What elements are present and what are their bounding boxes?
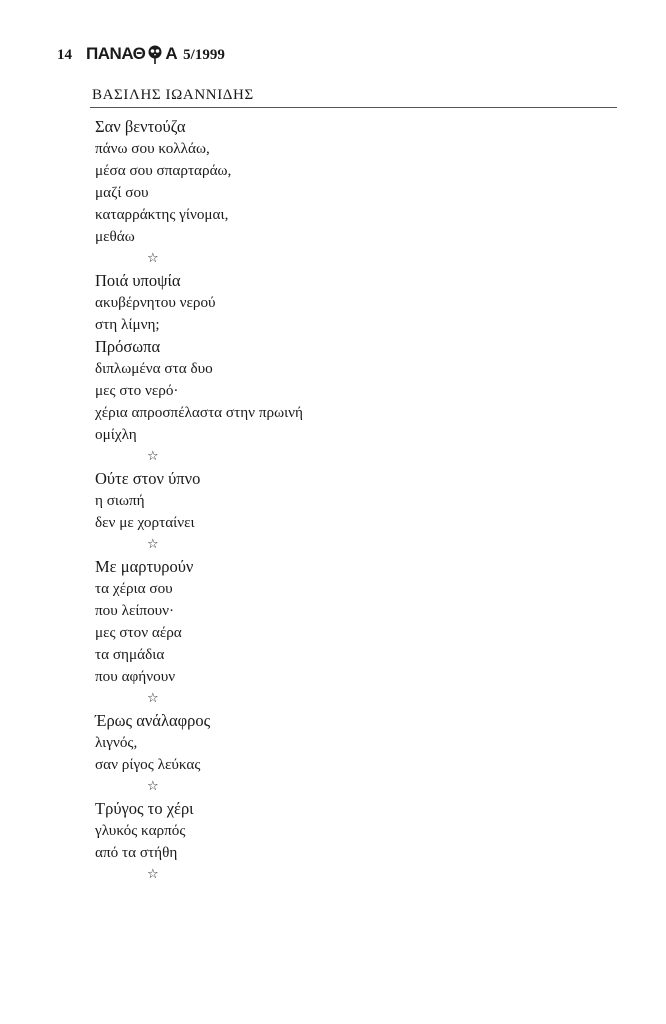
poem-line: Τρύγος το χέρι bbox=[95, 799, 194, 818]
poem-line: δεν με χορταίνει bbox=[95, 514, 195, 531]
star-separator-icon: ☆ bbox=[147, 251, 159, 266]
poem-line: η σιωπή bbox=[95, 492, 145, 509]
running-header bbox=[57, 44, 225, 68]
poem-line: λιγνός, bbox=[95, 734, 138, 751]
author-header bbox=[90, 86, 617, 108]
poem-line: καταρράκτης γίνομαι, bbox=[95, 206, 229, 223]
issue-number: 5/1999 bbox=[183, 47, 225, 63]
poem-line: μες στο νερό· bbox=[95, 382, 179, 399]
page-number: 14 bbox=[57, 47, 72, 63]
stanza bbox=[95, 798, 535, 864]
owl-emblem-icon bbox=[146, 44, 164, 64]
poem-line: σαν ρίγος λεύκας bbox=[95, 756, 201, 773]
author-name: ΒΑΣΙΛΗΣ ΙΩΑΝΝΙΔΗΣ bbox=[92, 87, 254, 103]
poem-line: διπλωμένα στα δυο bbox=[95, 360, 213, 377]
stanza bbox=[95, 556, 535, 688]
poem-line: Ποιά υποψία bbox=[95, 271, 181, 290]
star-separator-icon: ☆ bbox=[147, 449, 159, 464]
stanza bbox=[95, 710, 535, 776]
journal-logo bbox=[86, 44, 177, 64]
poem-line: τα χέρια σου bbox=[95, 580, 173, 597]
star-separator-icon: ☆ bbox=[147, 779, 159, 794]
poem-line: μες στον αέρα bbox=[95, 624, 182, 641]
stanza bbox=[95, 468, 535, 534]
poem-line: από τα στήθη bbox=[95, 844, 178, 861]
star-separator-icon: ☆ bbox=[147, 867, 159, 882]
star-separator-icon: ☆ bbox=[147, 691, 159, 706]
poem-line: που λείπουν· bbox=[95, 602, 175, 619]
poem-line: μαζί σου bbox=[95, 184, 149, 201]
poem-line: που αφήνουν bbox=[95, 668, 176, 685]
poem-line: ακυβέρνητου νερού bbox=[95, 294, 216, 311]
poem-line: Ούτε στον ύπνο bbox=[95, 469, 201, 488]
logo-text-right: Α bbox=[165, 44, 178, 63]
poem-line: χέρια απροσπέλαστα στην πρωινή bbox=[95, 404, 303, 421]
stanza bbox=[95, 116, 535, 248]
poem-line: Σαν βεντούζα bbox=[95, 117, 186, 136]
poem-line: μέσα σου σπαρταράω, bbox=[95, 162, 232, 179]
poem-line: Πρόσωπα bbox=[95, 337, 161, 356]
stanza bbox=[95, 270, 535, 446]
poem-line: τα σημάδια bbox=[95, 646, 165, 663]
poem-line: πάνω σου κολλάω, bbox=[95, 140, 210, 157]
poem-line: στη λίμνη; bbox=[95, 316, 160, 333]
poem-line: Έρως ανάλαφρος bbox=[95, 711, 211, 730]
poem-line: μεθάω bbox=[95, 228, 135, 245]
logo-text-left: ΠΑΝΑΘ bbox=[86, 44, 146, 63]
poem-body bbox=[95, 116, 535, 886]
star-separator-icon: ☆ bbox=[147, 537, 159, 552]
poem-line: ομίχλη bbox=[95, 426, 137, 443]
poem-line: Με μαρτυρούν bbox=[95, 557, 194, 576]
poem-line: γλυκός καρπός bbox=[95, 822, 186, 839]
